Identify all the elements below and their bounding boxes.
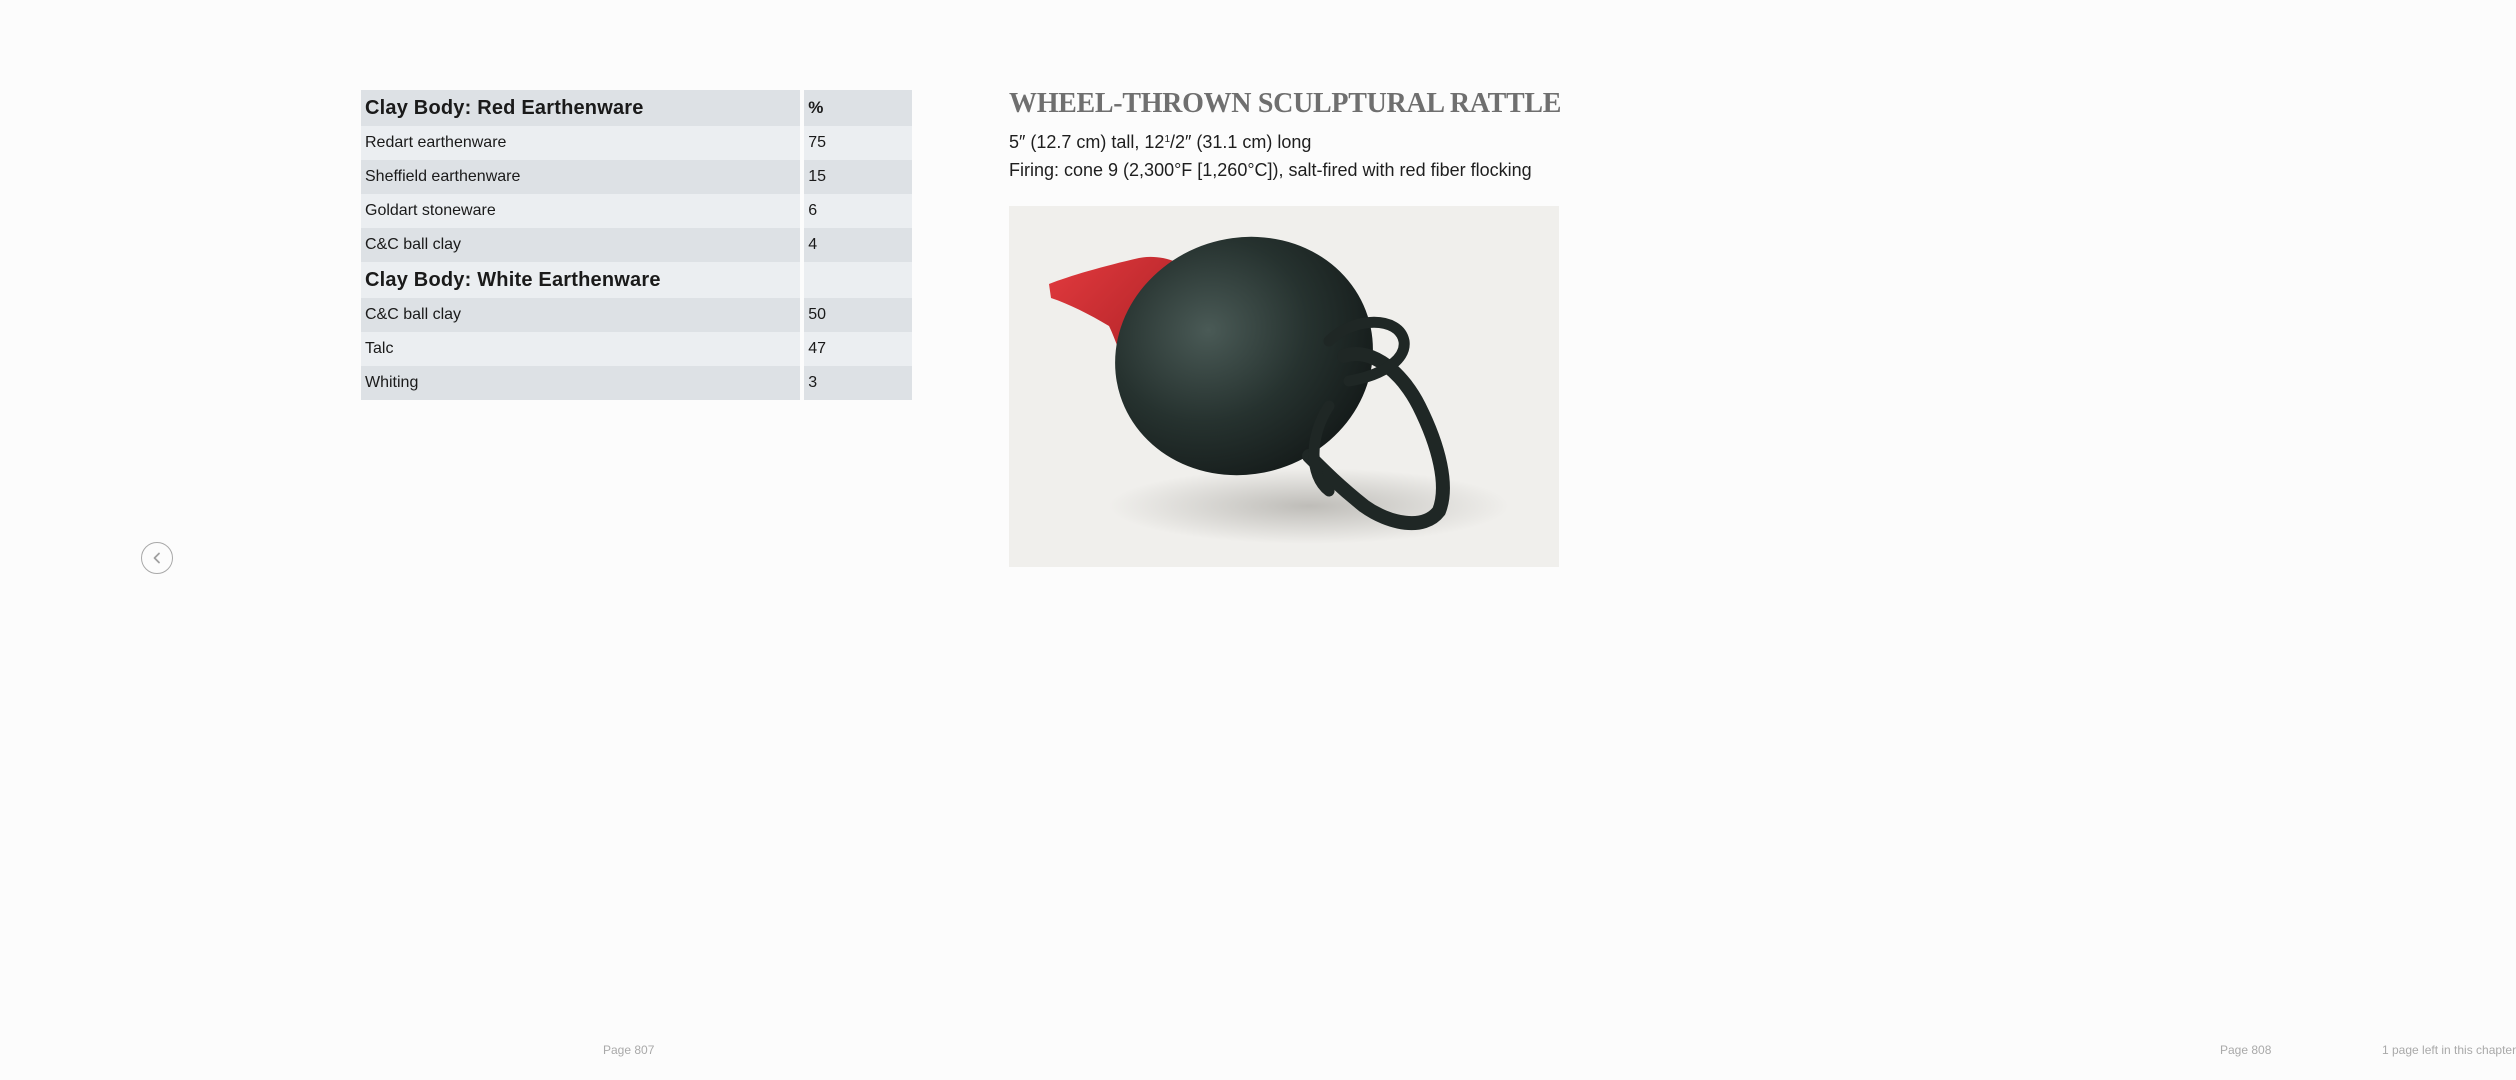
ingredient-value: 50: [804, 298, 912, 332]
section-title: Clay Body: Red Earthenware: [361, 90, 804, 126]
clay-body-table: [361, 90, 912, 400]
right-page-number: Page 808: [2220, 1043, 2272, 1057]
left-page-number: Page 807: [603, 1043, 655, 1057]
ingredient-value: 75: [804, 126, 912, 160]
ingredient-value: 3: [804, 366, 912, 400]
table-row: [361, 298, 912, 332]
rattle-illustration: [1009, 206, 1559, 567]
ingredient-name: Redart earthenware: [361, 126, 804, 160]
ingredient-name: C&C ball clay: [361, 298, 804, 332]
table-row: [361, 160, 912, 194]
percent-header: %: [804, 90, 912, 126]
chevron-left-icon: [151, 552, 163, 564]
artwork-firing: Firing: cone 9 (2,300°F [1,260°C]), salt-fired with red fiber flocking: [1009, 160, 1532, 180]
ingredient-name: Goldart stoneware: [361, 194, 804, 228]
table-row: [361, 332, 912, 366]
rattle-photo: [1009, 206, 1559, 567]
ingredient-value: 15: [804, 160, 912, 194]
ingredient-name: Sheffield earthenware: [361, 160, 804, 194]
dimensions-fraction-numerator: 1: [1164, 134, 1170, 145]
table-row: [361, 126, 912, 160]
table-row: [361, 366, 912, 400]
table-row: [361, 228, 912, 262]
ingredient-value: 47: [804, 332, 912, 366]
chapter-pages-remaining: 1 page left in this chapter: [2382, 1043, 2516, 1057]
ingredient-name: C&C ball clay: [361, 228, 804, 262]
left-page: [0, 0, 960, 1080]
section-title: Clay Body: White Earthenware: [361, 262, 804, 298]
ingredient-value: 4: [804, 228, 912, 262]
ingredient-name: Talc: [361, 332, 804, 366]
table-row: [361, 194, 912, 228]
ingredient-value: 6: [804, 194, 912, 228]
dimensions-text: 5″ (12.7 cm) tall, 12: [1009, 132, 1165, 152]
artwork-dimensions: [1009, 132, 1311, 153]
dimensions-text-end: /2″ (31.1 cm) long: [1170, 132, 1312, 152]
table-section-header: [361, 262, 912, 298]
right-page: [960, 0, 2516, 1080]
percent-header: [804, 262, 912, 298]
ingredient-name: Whiting: [361, 366, 804, 400]
previous-page-button[interactable]: [141, 542, 173, 574]
table-section-header: [361, 90, 912, 126]
artwork-title: WHEEL-THROWN SCULPTURAL RATTLE: [1009, 88, 1562, 119]
